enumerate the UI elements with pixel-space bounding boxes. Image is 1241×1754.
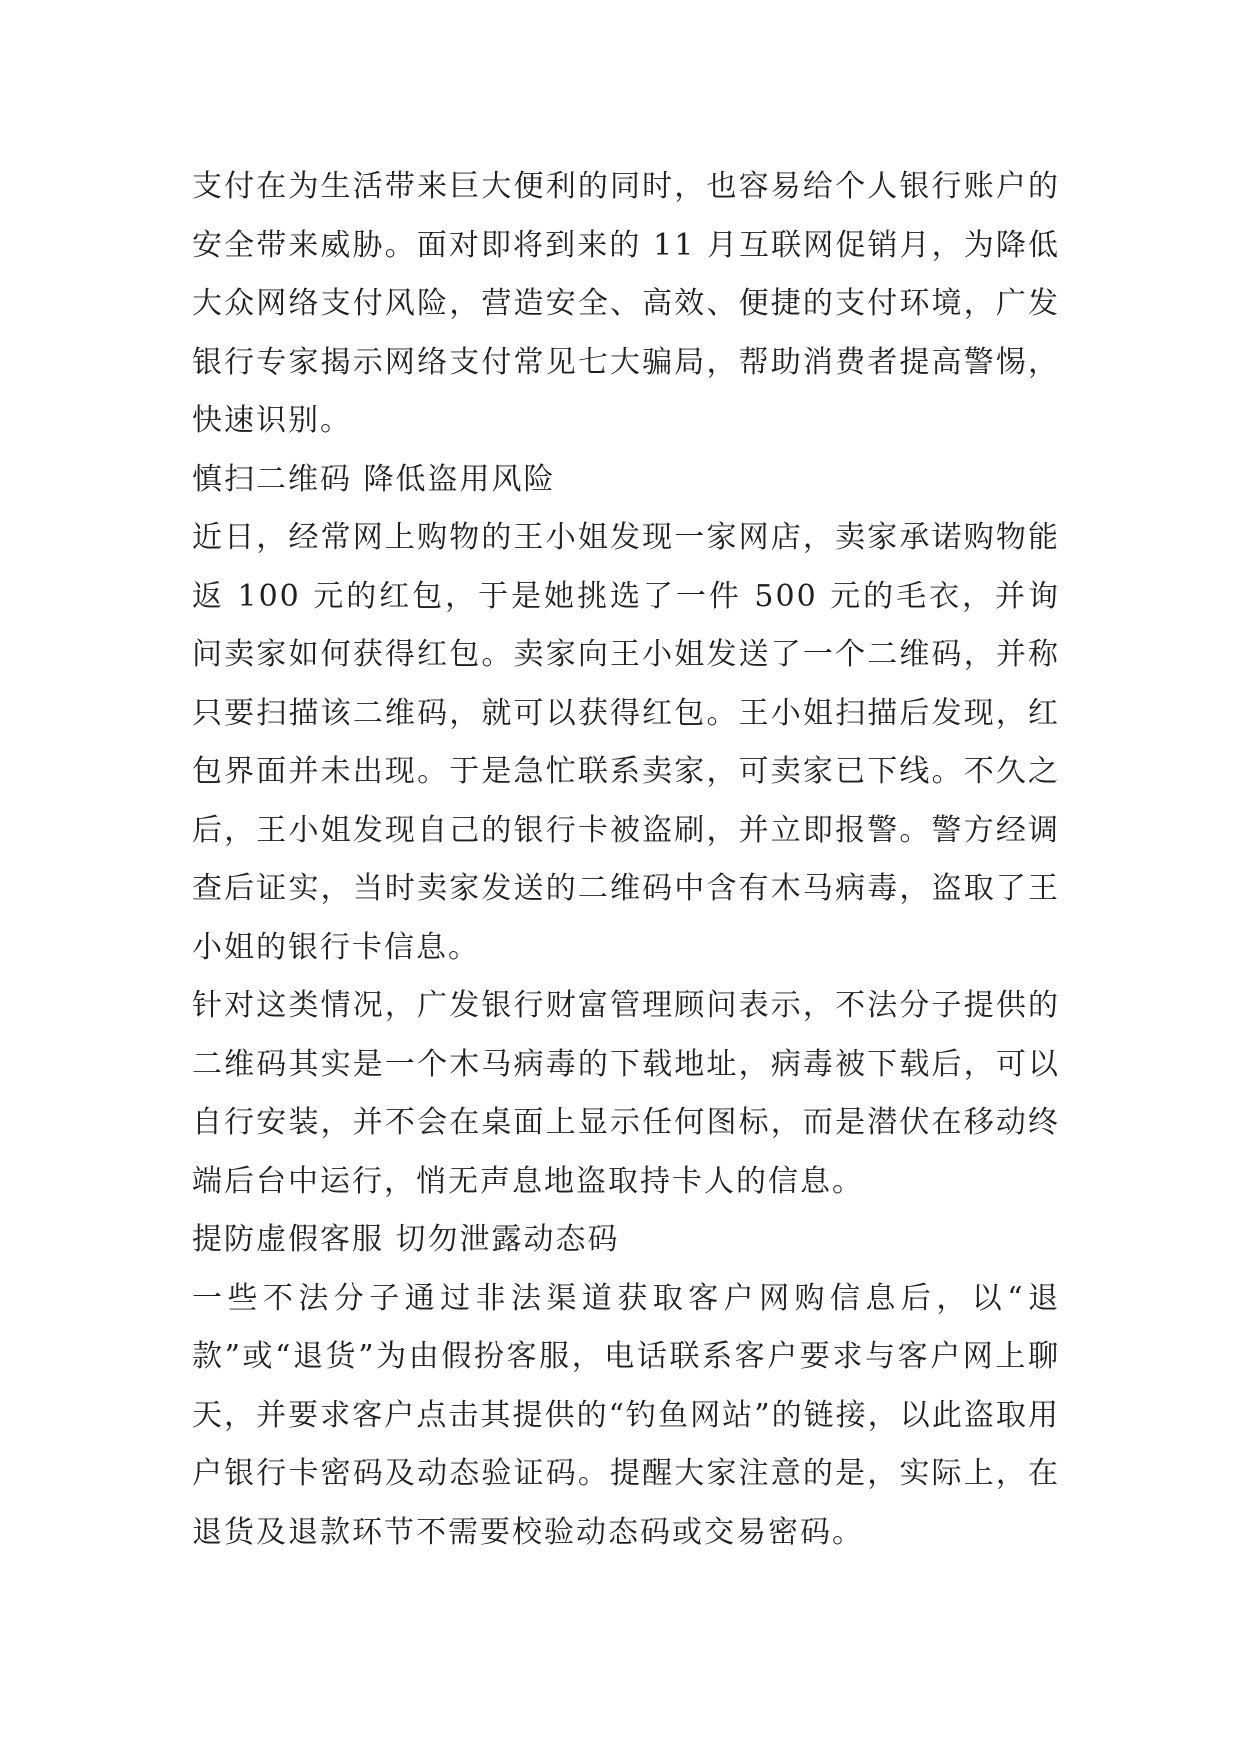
section-heading-qr-code: 慎扫二维码 降低盗用风险 (192, 461, 556, 497)
qr-case-paragraph: 近日，经常网上购物的王小姐发现一家网店，卖家承诺购物能返 100 元的红包，于是她挑选了一件 500 元的毛衣，并询问卖家如何获得红包。卖家向王小姐发送了一个二维码，并称只要扫描该二维码，就可以获得红包。王小姐扫描后发现，红包界面并未出现。于是急忙联系卖家，可卖家已下线。不久之后，王小姐发现自己的银行卡被盗刷，并立即报警。警方经调查后证实，当时卖家发送的二维码中含有木马病毒，盗取了王小姐的银行卡信息。 (192, 520, 1060, 965)
intro-paragraph: 支付在为生活带来巨大便利的同时，也容易给个人银行账户的安全带来威胁。面对即将到来的 11 月互联网促销月，为降低大众网络支付风险，营造安全、高效、便捷的支付环境，广发银行专家揭示网络支付常见七大骗局，帮助消费者提高警惕，快速识别。 (192, 169, 1060, 438)
qr-advice-paragraph: 针对这类情况，广发银行财富管理顾问表示，不法分子提供的二维码其实是一个木马病毒的下载地址，病毒被下载后，可以自行安装，并不会在桌面上显示任何图标，而是潜伏在移动终端后台中运行，悄无声息地盗取持卡人的信息。 (192, 988, 1060, 1199)
fake-service-paragraph: 一些不法分子通过非法渠道获取客户网购信息后，以“退款”或“退货”为由假扮客服，电话联系客户要求与客户网上聊天，并要求客户点击其提供的“钓鱼网站”的链接，以此盗取用户银行卡密码及动态验证码。提醒大家注意的是，实际上，在退货及退款环节不需要校验动态码或交易密码。 (192, 1280, 1060, 1550)
section-heading-fake-service: 提防虚假客服 切勿泄露动态码 (192, 1222, 620, 1257)
document-page (192, 158, 1060, 1562)
